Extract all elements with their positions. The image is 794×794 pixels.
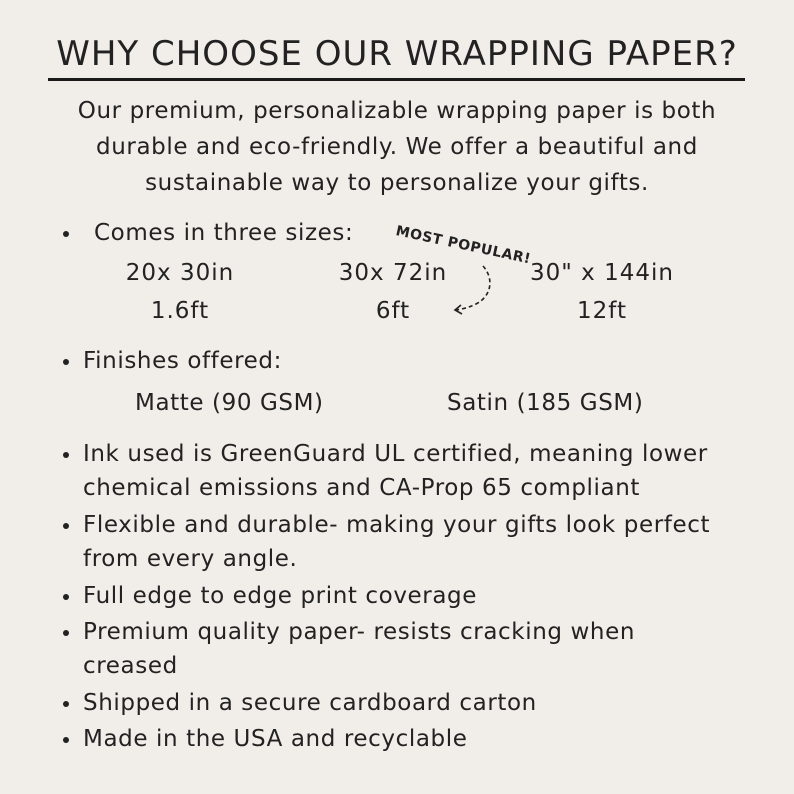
size-feet: 1.6ft [150, 298, 210, 324]
size-dimensions: 30x 72in [338, 260, 448, 286]
size-feet: 6ft [375, 298, 411, 324]
feature-text: from every angle. [83, 546, 298, 572]
feature-text: Premium quality paper- resists cracking when [83, 619, 636, 645]
finishes-heading: Finishes offered: [83, 348, 282, 374]
bullet-icon [63, 701, 69, 707]
bullet-icon [63, 452, 69, 458]
feature-text: Flexible and durable- making your gifts look perfect [83, 512, 711, 538]
intro-line: durable and eco-friendly. We offer a beautiful and [96, 134, 698, 160]
feature-text: chemical emissions and CA-Prop 65 compliant [83, 475, 640, 501]
bullet-icon [63, 359, 69, 365]
size-feet: 12ft [577, 298, 627, 324]
size-dimensions: 30" x 144in [530, 260, 674, 286]
finish-option-satin: Satin (185 GSM) [447, 390, 644, 416]
bullet-icon [63, 737, 69, 743]
feature-item [83, 615, 635, 683]
size-option-medium [313, 254, 473, 330]
feature-item [83, 508, 710, 576]
finish-option-matte: Matte (90 GSM) [135, 390, 324, 416]
intro-paragraph [40, 93, 754, 201]
sizes-heading: Comes in three sizes: [94, 220, 354, 246]
feature-item [83, 579, 477, 613]
bullet-icon [63, 523, 69, 529]
size-dimensions: 20x 30in [125, 260, 235, 286]
feature-text: Shipped in a secure cardboard carton [83, 690, 537, 716]
feature-text: Full edge to edge print coverage [83, 583, 477, 609]
most-popular-tag: MOST POPULAR! [394, 223, 533, 268]
size-option-small [100, 254, 260, 330]
feature-text: creased [83, 653, 178, 679]
size-option-large [512, 254, 692, 330]
page-title: WHY CHOOSE OUR WRAPPING PAPER? [56, 34, 738, 74]
feature-item [83, 722, 467, 756]
intro-line: Our premium, personalizable wrapping paper is both [77, 98, 717, 124]
bullet-icon [63, 630, 69, 636]
intro-line: sustainable way to personalize your gifts. [145, 170, 649, 196]
feature-item [83, 437, 708, 505]
bullet-icon [63, 594, 69, 600]
title-underline [48, 78, 745, 81]
feature-text: Made in the USA and recyclable [83, 726, 468, 752]
feature-text: Ink used is GreenGuard UL certified, meaning lower [83, 441, 708, 467]
bullet-icon [63, 231, 69, 237]
feature-item [83, 686, 537, 720]
